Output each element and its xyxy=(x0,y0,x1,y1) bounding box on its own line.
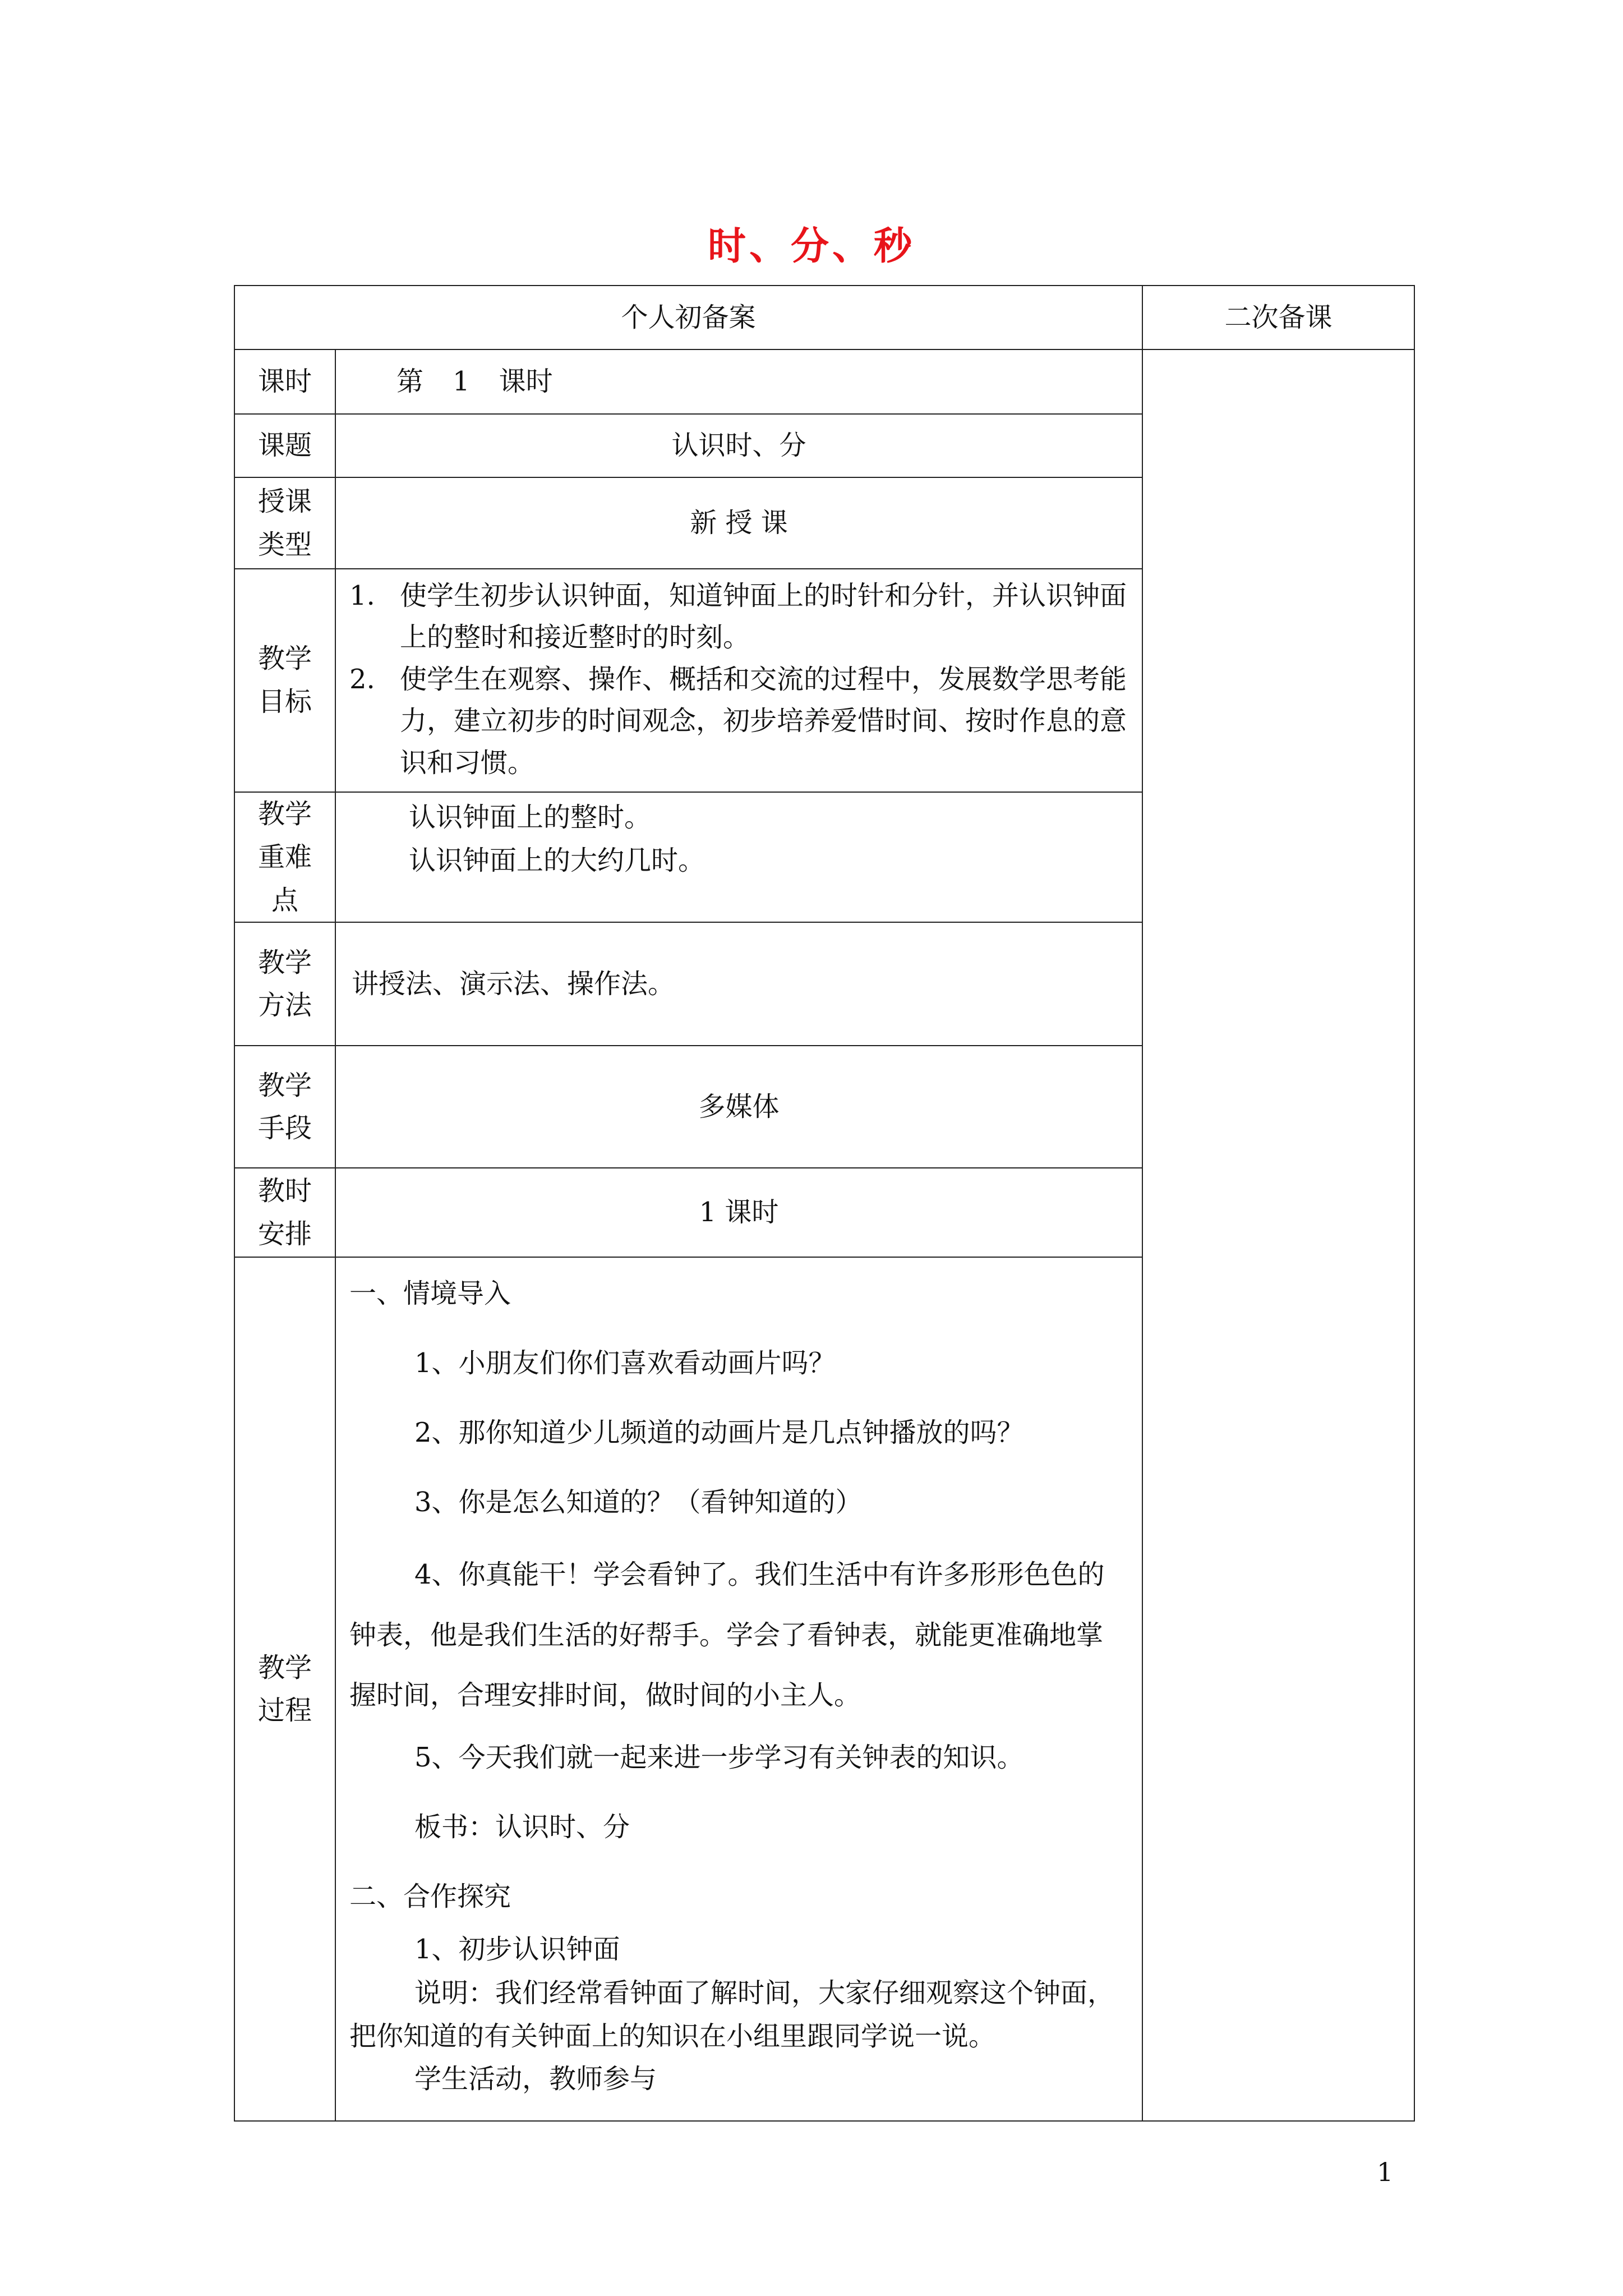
label-keys-line2: 重难 xyxy=(257,841,312,873)
page-number: 1 xyxy=(1377,2157,1394,2187)
document-title: 时、分、秒 xyxy=(707,224,915,269)
value-means: 多媒体 xyxy=(335,1046,1142,1168)
process-step: 5、今天我们就一起来进一步学习有关钟表的知识。 xyxy=(414,1741,1024,1773)
header-row xyxy=(234,286,1414,349)
value-goals xyxy=(335,569,1142,792)
goal-number: 1. xyxy=(349,580,375,611)
label-goals xyxy=(234,569,335,792)
key-point: 认识钟面上的整时。 xyxy=(409,801,652,833)
lesson-plan-table xyxy=(234,285,1415,2122)
label-method-line1: 教学 xyxy=(257,946,312,978)
second-prep-column xyxy=(1142,349,1414,2121)
value-lesson xyxy=(335,349,1142,414)
process-step: 1、初步认识钟面 xyxy=(414,1933,620,1965)
goal-text: 使学生在观察、操作、概括和交流的过程中，发展数学思考能力，建立初步的时间观念，初步培养爱惜时间、按时作息的意识和习惯。 xyxy=(400,663,1127,779)
section-heading: 二、合作探究 xyxy=(349,1880,511,1912)
lesson-prefix: 第 xyxy=(396,366,424,398)
label-schedule-line1: 教时 xyxy=(257,1175,312,1207)
label-method-line2: 方法 xyxy=(257,990,312,1022)
label-topic: 课题 xyxy=(234,414,335,477)
process-step: 3、你是怎么知道的？（看钟知道的） xyxy=(414,1487,863,1519)
board-note: 板书：认识时、分 xyxy=(414,1811,630,1843)
header-personal: 个人初备案 xyxy=(234,286,1142,349)
value-topic: 认识时、分 xyxy=(335,414,1142,477)
label-keys xyxy=(234,792,335,922)
label-goals-line2: 目标 xyxy=(257,685,312,717)
label-type-line1: 授课 xyxy=(257,485,312,517)
process-note: 说明：我们经常看钟面了解时间，大家仔细观察这个钟面，把你知道的有关钟面上的知识在小组里跟同学说一说。 xyxy=(349,1977,1115,2052)
value-method: 讲授法、演示法、操作法。 xyxy=(335,922,1142,1046)
goal-text: 使学生初步认识钟面，知道钟面上的时针和分针，并认识钟面上的整时和接近整时的时刻。 xyxy=(400,580,1127,654)
process-activity: 学生活动，教师参与 xyxy=(414,2063,657,2095)
label-type-line2: 类型 xyxy=(257,528,312,560)
goal-item xyxy=(349,659,1129,784)
label-type xyxy=(234,477,335,569)
label-schedule-line2: 安排 xyxy=(257,1218,312,1250)
label-goals-line1: 教学 xyxy=(257,643,312,675)
goal-item xyxy=(349,575,1129,659)
value-process xyxy=(335,1257,1142,2121)
header-second: 二次备课 xyxy=(1142,286,1414,349)
goal-number: 2. xyxy=(349,663,375,695)
label-schedule xyxy=(234,1168,335,1257)
value-type: 新 授 课 xyxy=(335,477,1142,569)
label-means-line1: 教学 xyxy=(257,1069,312,1101)
row-lesson xyxy=(234,349,1414,414)
lesson-suffix: 课时 xyxy=(499,366,553,398)
label-means xyxy=(234,1046,335,1168)
label-lesson: 课时 xyxy=(234,349,335,414)
label-process-line1: 教学 xyxy=(257,1651,312,1683)
label-method xyxy=(234,922,335,1046)
label-process xyxy=(234,1257,335,2121)
label-keys-line1: 教学 xyxy=(257,798,312,830)
process-step: 2、那你知道少儿频道的动画片是几点钟播放的吗？ xyxy=(414,1417,1024,1449)
label-keys-line3: 点 xyxy=(271,884,298,916)
value-schedule: 1 课时 xyxy=(335,1168,1142,1257)
value-keys xyxy=(335,792,1142,922)
process-step: 1、小朋友们你们喜欢看动画片吗？ xyxy=(414,1347,836,1379)
key-point: 认识钟面上的大约几时。 xyxy=(409,844,706,876)
section-heading: 一、情境导入 xyxy=(349,1278,511,1310)
lesson-number: 1 xyxy=(453,366,470,398)
process-paragraph: 4、你真能干！学会看钟了。我们生活中有许多形形色色的钟表，他是我们生活的好帮手。学会了看钟表，就能更准确地掌握时间，合理安排时间，做时间的小主人。 xyxy=(349,1559,1105,1711)
label-means-line2: 手段 xyxy=(257,1112,312,1144)
label-process-line2: 过程 xyxy=(257,1695,312,1727)
